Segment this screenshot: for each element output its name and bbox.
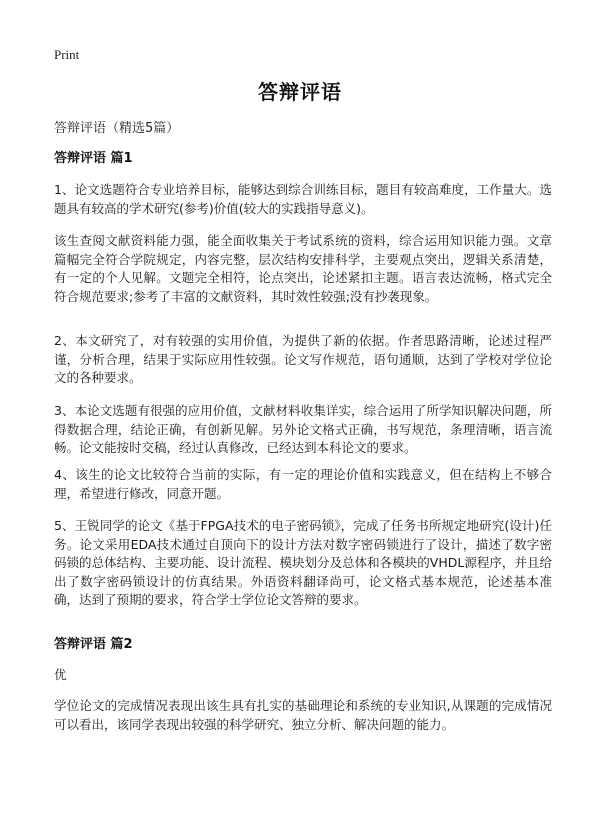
section-heading-1: 答辩评语 篇1 bbox=[54, 151, 133, 166]
paragraph: 3、本论文选题有很强的应用价值，文献材料收集详实，综合运用了所学知识解决问题，所得数据合理，结论正确，有创新见解。另外论文格式正确，书写规范，条理清晰，语言流畅。论文能按时交稿，经过认真修改，已经达到本科论文的要求。 bbox=[54, 403, 552, 456]
print-label: Print bbox=[54, 47, 80, 62]
document-title: 答辩评语 bbox=[258, 80, 342, 104]
paragraph: 5、王锐同学的论文《基于FPGA技术的电子密码锁》，完成了任务书所规定地研究(设计)任务。论文采用EDA技术通过自顶向下的设计方法对数字密码锁进行了设计，描述了数字密码锁的总体结构、主要功能、设计流程、模块划分及总体和各模块的VHDL源程序，并且给出了数字密码锁设计的仿真结果。外语资料翻译尚可，论文格式基本规范，论述基本准确，达到了预期的要求，符合学士学位论文答辩的要求。 bbox=[54, 518, 552, 608]
paragraph: 该生查阅文献资料能力强，能全面收集关于考试系统的资料，综合运用知识能力强。文章篇幅完全符合学院规定，内容完整，层次结构安排科学，主要观点突出，逻辑关系清楚，有一定的个人见解。文题完全相符，论点突出，论述紧扣主题。语言表达流畅，格式完全符合规范要求;参考了丰富的文献资料，其时效性较强;没有抄袭现象。 bbox=[54, 233, 552, 304]
paragraph: 优 bbox=[54, 667, 67, 682]
paragraph: 2、本文研究了，对有较强的实用价值，为提供了新的依据。作者思路清晰，论述过程严谨，分析合理，结果于实际应用性较强。论文写作规范，语句通顺，达到了学校对学位论文的各种要求。 bbox=[54, 333, 552, 386]
paragraph: 学位论文的完成情况表现出该生具有扎实的基础理论和系统的专业知识,从课题的完成情况可以看出，该同学表现出较强的科学研究、独立分析、解决问题的能力。 bbox=[54, 698, 552, 732]
section-heading-2: 答辩评语 篇2 bbox=[54, 637, 133, 652]
document-subtitle: 答辩评语（精选5篇） bbox=[54, 121, 180, 136]
paragraph: 4、该生的论文比较符合当前的实际，有一定的理论价值和实践意义，但在结构上不够合理，希望进行修改，同意开题。 bbox=[54, 467, 552, 501]
paragraph: 1、论文选题符合专业培养目标，能够达到综合训练目标，题目有较高难度，工作量大。选题具有较高的学术研究(参考)价值(较大的实践指导意义)。 bbox=[54, 182, 552, 216]
